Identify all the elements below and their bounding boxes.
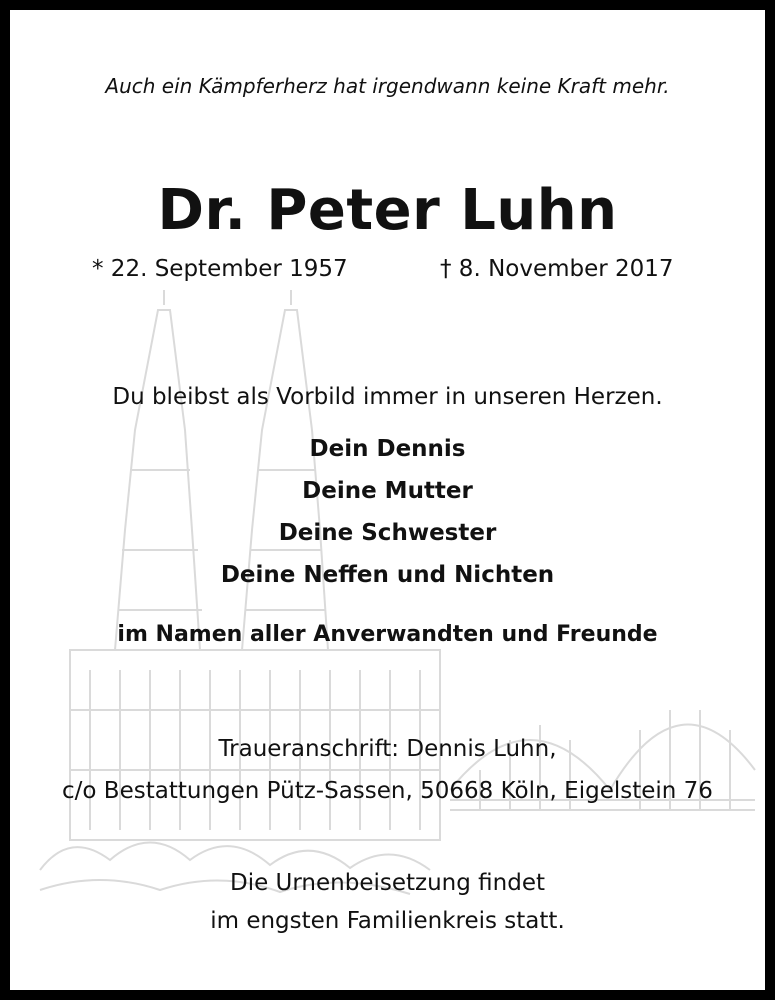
- on-behalf-line: im Namen aller Anverwandten und Freunde: [117, 622, 658, 647]
- signatory: Dein Dennis: [309, 436, 466, 462]
- burial-note-line2: im engsten Familienkreis statt.: [210, 908, 565, 934]
- signatory: Deine Mutter: [302, 478, 473, 504]
- notice-content: [10, 10, 765, 990]
- signatory: Deine Neffen und Nichten: [220, 562, 555, 588]
- memorial-quote: Du bleibst als Vorbild immer in unseren Herzen.: [112, 384, 663, 410]
- death-date: † 8. November 2017: [440, 256, 674, 282]
- life-dates: [10, 256, 765, 296]
- mourning-address: c/o Bestattungen Pütz-Sassen, 50668 Köln, Eigelstein 76: [62, 778, 713, 804]
- signatory: Deine Schwester: [278, 520, 497, 546]
- burial-note-line1: Die Urnenbeisetzung findet: [229, 870, 545, 896]
- birth-date: * 22. September 1957: [92, 256, 348, 282]
- mourning-address-label: Traueranschrift: Dennis Luhn,: [218, 736, 557, 762]
- motto: Auch ein Kämpferherz hat irgendwann keine Kraft mehr.: [105, 74, 670, 98]
- deceased-name: Dr. Peter Luhn: [157, 178, 618, 243]
